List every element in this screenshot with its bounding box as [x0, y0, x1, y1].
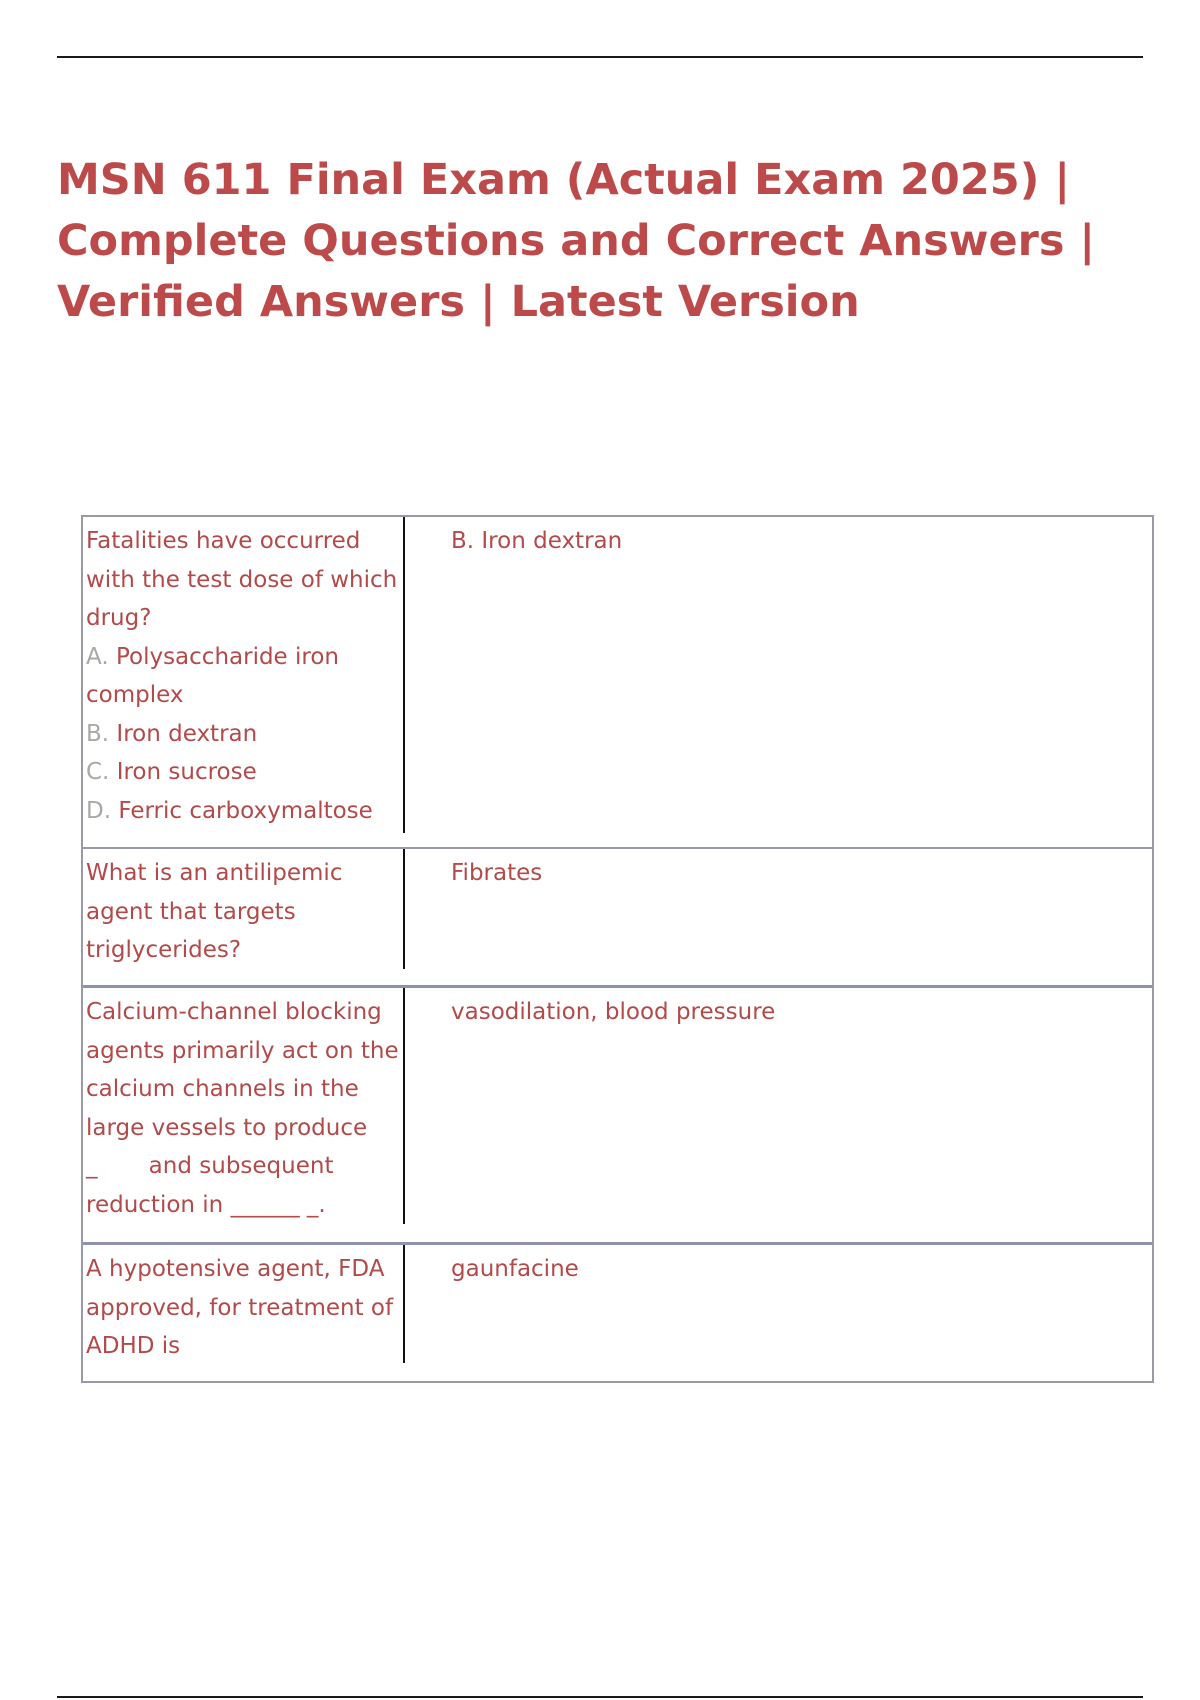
- qa-row-2: [83, 847, 1152, 985]
- option-letter: D.: [86, 797, 112, 824]
- answer-cell: B. Iron dextran: [451, 528, 623, 554]
- question-text: A hypotensive agent, FDA approved, for treatment of ADHD is: [86, 1256, 394, 1359]
- question-cell: [83, 517, 403, 847]
- answer-cell: vasodilation, blood pressure: [451, 999, 776, 1025]
- footer-rule: [57, 1696, 1143, 1698]
- question-line: agents primarily act on the: [86, 1037, 399, 1064]
- question-line: _ and subsequent: [86, 1153, 334, 1179]
- question-line: Calcium-channel blocking: [86, 999, 382, 1025]
- option-text: Iron dextran: [116, 720, 258, 747]
- option-text: Iron sucrose: [116, 759, 257, 785]
- option-text: Polysaccharide iron complex: [86, 643, 340, 708]
- question-text: Fatalities have occurred with the test dose of which drug?: [86, 528, 398, 631]
- option-b: [86, 715, 403, 754]
- column-divider: [403, 849, 405, 969]
- column-divider: [403, 1245, 405, 1363]
- option-text: Ferric carboxymaltose: [118, 797, 373, 824]
- question-line: calcium channels in the: [86, 1076, 359, 1102]
- question-cell: [83, 1245, 403, 1381]
- header-rule: [57, 56, 1143, 58]
- option-a: [86, 638, 403, 715]
- question-text: What is an antilipemic agent that targets triglycerides?: [86, 860, 343, 963]
- qa-row-3: [83, 985, 1152, 1242]
- qa-row-1: [83, 517, 1152, 847]
- option-letter: B.: [86, 720, 110, 747]
- question-cell: [83, 988, 403, 1242]
- qa-table: [81, 515, 1154, 1383]
- option-c: [86, 753, 403, 792]
- question-line: large vessels to produce: [86, 1114, 368, 1141]
- question-cell: [83, 849, 403, 985]
- qa-row-4: [83, 1242, 1152, 1381]
- question-line: reduction in ______ _.: [86, 1191, 326, 1218]
- answer-cell: Fibrates: [451, 860, 543, 886]
- answer-cell: gaunfacine: [451, 1256, 579, 1282]
- option-letter: A.: [86, 643, 109, 670]
- column-divider: [403, 988, 405, 1224]
- option-d: [86, 792, 403, 831]
- option-letter: C.: [86, 759, 110, 785]
- column-divider: [403, 517, 405, 833]
- document-title: MSN 611 Final Exam (Actual Exam 2025) | Complete Questions and Correct Answers | Verified Answers | Latest Version: [57, 155, 1096, 327]
